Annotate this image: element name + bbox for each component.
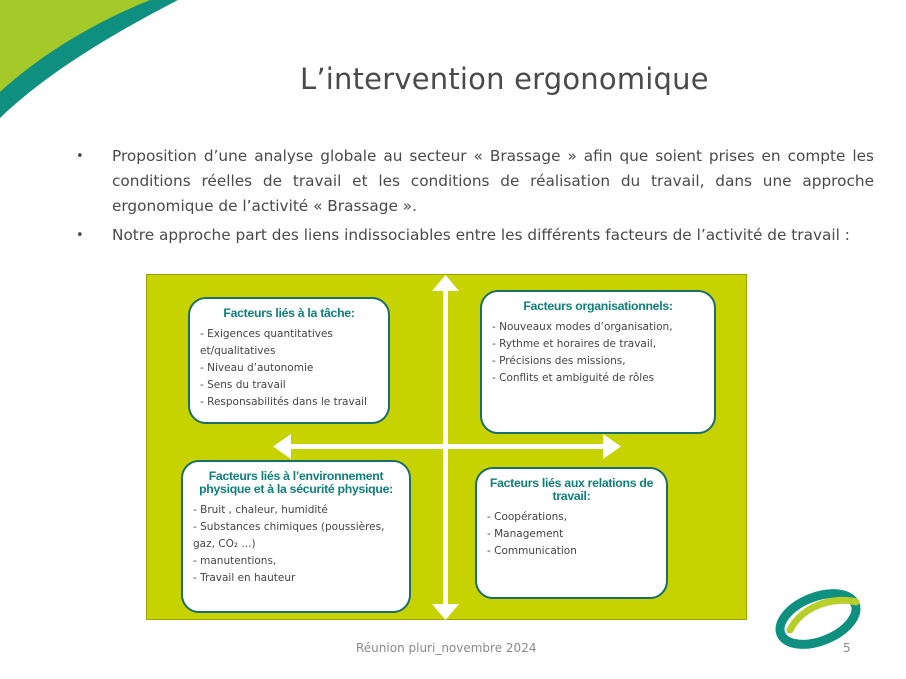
bullet-item xyxy=(76,144,874,219)
box-item: - Travail en hauteur xyxy=(193,572,296,584)
box-item: - Management xyxy=(487,528,564,540)
box-item: - Substances chimiques (poussières, gaz, CO₂ ...) xyxy=(193,521,385,550)
box-item: - Rythme et horaires de travail, xyxy=(492,338,657,350)
organizational-factors-box xyxy=(480,290,716,434)
box-item: - Nouveaux modes d’organisation, xyxy=(492,321,673,333)
box-item: - Communication xyxy=(487,545,577,557)
box-title: Facteurs liés à l’environnement physique et à la sécurité physique: xyxy=(199,469,393,496)
bullet-glyph: • xyxy=(76,228,84,243)
factors-diagram xyxy=(146,274,747,620)
box-item: - manutentions, xyxy=(193,555,277,567)
page-number: 5 xyxy=(843,641,851,655)
box-item: - Exigences quantitatives et/qualitatives xyxy=(200,328,333,357)
box-item: - Bruit , chaleur, humidité xyxy=(193,504,328,516)
box-title: Facteurs liés à la tâche: xyxy=(223,306,355,320)
box-item: - Niveau d’autonomie xyxy=(200,362,314,374)
footer-text: Réunion pluri_novembre 2024 xyxy=(356,641,537,655)
bullet-item xyxy=(76,223,874,248)
task-factors-box xyxy=(188,297,390,424)
horizontal-arrow-shaft xyxy=(287,444,609,449)
corner-swoosh-decoration xyxy=(0,0,200,130)
company-logo xyxy=(772,586,864,650)
box-item: - Coopérations, xyxy=(487,511,568,523)
box-item: - Sens du travail xyxy=(200,379,286,391)
slide-title: L’intervention ergonomique xyxy=(300,62,709,96)
bullet-list xyxy=(76,144,874,252)
box-item: - Conflits et ambiguité de rôles xyxy=(492,372,655,384)
bullet-text: Notre approche part des liens indissociables entre les différents facteurs de l’activité de travail : xyxy=(112,226,850,244)
box-item: - Responsabilités dans le travail xyxy=(200,396,367,408)
box-item: - Précisions des missions, xyxy=(492,355,626,367)
box-title: Facteurs organisationnels: xyxy=(523,299,673,313)
bullet-text: Proposition d’une analyse globale au secteur « Brassage » afin que soient prises en compte les conditions réelles de travail et les conditions de réalisation du travail, dans une approche ergonomique de l’activité « Brassage ». xyxy=(112,147,874,215)
environment-factors-box xyxy=(181,460,411,613)
relations-factors-box xyxy=(475,467,668,599)
arrow-down-head xyxy=(432,604,459,620)
arrow-left-head xyxy=(273,434,291,459)
box-title: Facteurs liés aux relations de travail: xyxy=(489,476,654,503)
arrow-up-head xyxy=(432,275,459,291)
bullet-glyph: • xyxy=(76,149,84,164)
arrow-right-head xyxy=(603,434,621,459)
